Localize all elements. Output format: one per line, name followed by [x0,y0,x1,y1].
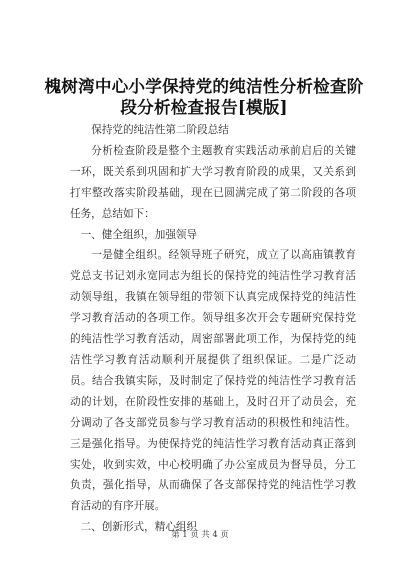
section-heading-1: 一、健全组织，加强领导 [80,228,198,241]
document-subtitle: 保持党的纯洁性第二阶段总结 [91,124,229,136]
section-paragraph-1: 一是健全组织。经领导班子研究，成立了以高庙镇教育党总支书记刘永宽同志为组长的保持党的纯洁性学习教育活动领导组，我镇在领导组的带领下认真完成保持党的纯洁性学习教育活动的各项工作。领导组多次开会专题研究保持党的纯洁性学习教育活动，周密部署此项工作，为保持党的纯洁性学习教育活动顺利开展提供了组织保证。二是广泛动员。结合我镇实际，及时制定了保持党的纯洁性学习教育活动的计划，在阶段性安排的基础上，及时召开了动员会，充分调动了各支部党员参与学习教育活动的积极性和纯洁性。三是强化指导。为使保持党的纯洁性学习教育活动真正落到实处，收到实效，中心校明确了办公室成员为督导员，分工负责，强化指导，从而确保了各支部保持党的纯洁性学习教育活动的有序开展。 [70,249,356,513]
intro-paragraph: 分析检查阶段是整个主题教育实践活动承前启后的关键一环，既关系到巩固和扩大学习教育阶段的成果，又关系到打牢整改落实阶段基础，现在已圆满完成了第二阶段的各项任务，总结如下： [70,144,356,220]
document-title: 槐树湾中心小学保持党的纯洁性分析检查阶段分析检查报告[模版] [44,76,364,117]
section-heading-2: 二、创新形式，精心组织 [80,521,198,534]
page-footer: 第 1 页 共 4 页 [171,529,229,539]
document-body [70,120,356,538]
